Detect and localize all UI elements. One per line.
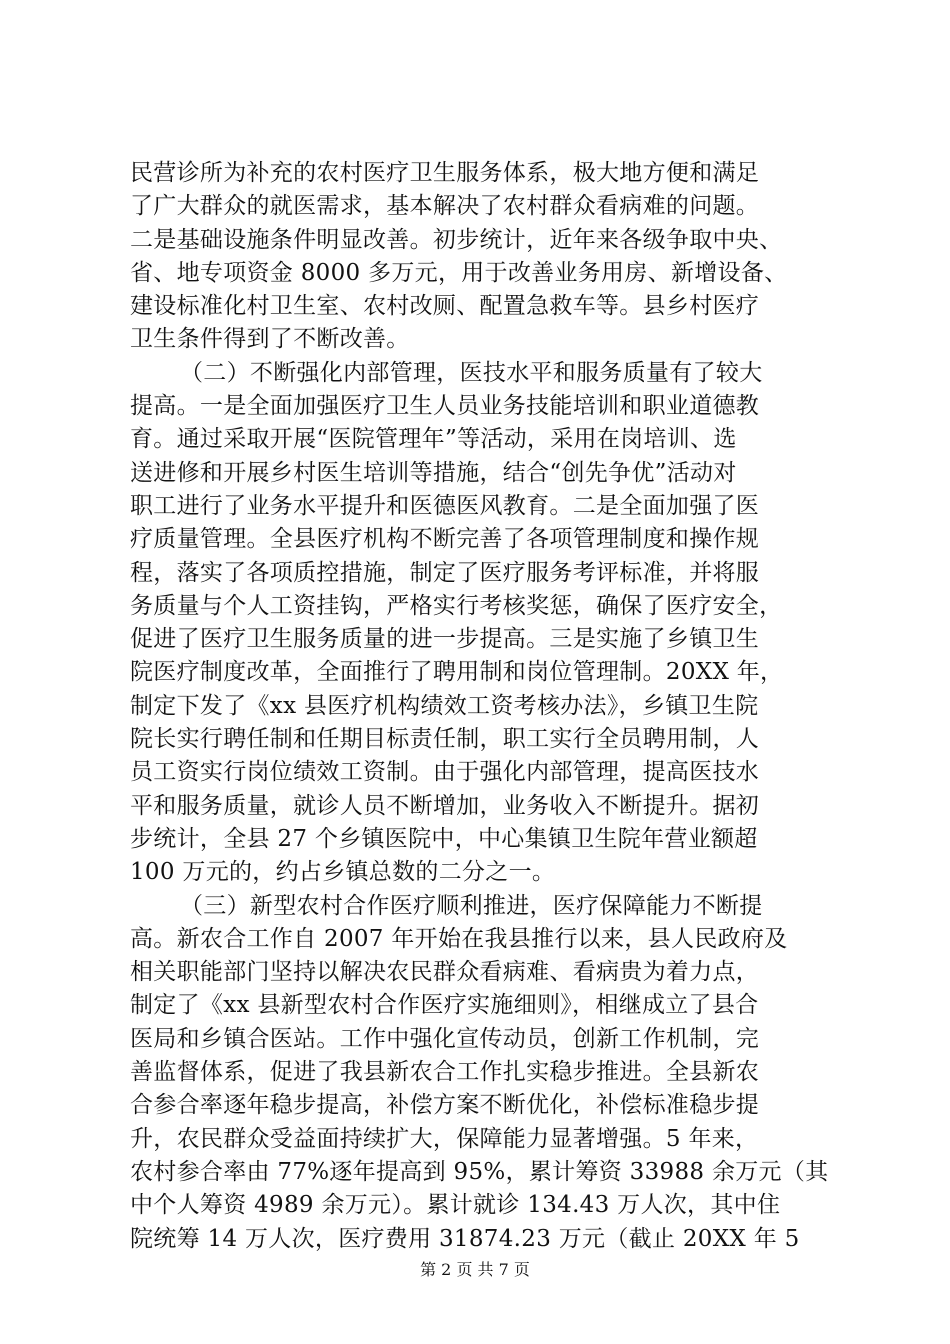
text-line: 院医疗制度改革，全面推行了聘用制和岗位管理制。20XX 年， [130,659,784,686]
text-line: 制定下发了《xx 县医疗机构绩效工资考核办法》，乡镇卫生院 [130,692,759,719]
text-line: 制定了《xx 县新型农村合作医疗实施细则》，相继成立了县合 [130,992,759,1019]
text-line: 员工资实行岗位绩效工资制。由于强化内部管理，提高医技水 [130,759,760,786]
text-line: 职工进行了业务水平提升和医德医风教育。二是全面加强了医 [130,492,760,519]
text-line: （三）新型农村合作医疗顺利推进，医疗保障能力不断提 [180,892,763,919]
text-line: 了广大群众的就医需求，基本解决了农村群众看病难的问题。 [130,193,760,220]
text-line: 民营诊所为补充的农村医疗卫生服务体系，极大地方便和满足 [130,160,760,186]
text-line: 平和服务质量，就诊人员不断增加，业务收入不断提升。据初 [130,792,760,819]
text-line: 相关职能部门坚持以解决农民群众看病难、看病贵为着力点， [130,959,760,986]
text-line: 院统筹 14 万人次，医疗费用 31874.23 万元（截止 20XX 年 5 [130,1225,800,1252]
text-line: 二是基础设施条件明显改善。初步统计，近年来各级争取中央、 [130,226,783,253]
text-line: 务质量与个人工资挂钩，严格实行考核奖惩，确保了医疗安全， [130,592,783,619]
text-line: 送进修和开展乡村医生培训等措施，结合“创先争优”活动对 [130,459,737,486]
text-line: 提高。一是全面加强医疗卫生人员业务技能培训和职业道德教 [130,393,760,420]
text-line: 中个人筹资 4989 余万元）。累计就诊 134.43 万人次，其中住 [130,1192,781,1219]
text-line: 100 万元的，约占乡镇总数的二分之一。 [130,859,556,886]
text-line: 省、地专项资金 8000 多万元，用于改善业务用房、新增设备、 [130,259,788,286]
text-line: 升，农民群众受益面持续扩大，保障能力显著增强。5 年来， [130,1125,759,1152]
body-text [130,157,832,1256]
text-line: 育。通过采取开展“医院管理年”等活动，采用在岗培训、选 [130,426,737,453]
text-line: 农村参合率由 77%逐年提高到 95%，累计筹资 33988 余万元（其 [130,1158,829,1185]
text-line: 建设标准化村卫生室、农村改厕、配置急救车等。县乡村医疗 [130,293,760,320]
text-line: 卫生条件得到了不断改善。 [130,326,410,353]
text-line: 合参合率逐年稳步提高，补偿方案不断优化，补偿标准稳步提 [130,1092,760,1119]
text-line: 促进了医疗卫生服务质量的进一步提高。三是实施了乡镇卫生 [130,626,760,653]
text-line: 疗质量管理。全县医疗机构不断完善了各项管理制度和操作规 [130,526,760,553]
text-line: 步统计，全县 27 个乡镇医院中，中心集镇卫生院年营业额超 [130,825,758,852]
text-line: 程，落实了各项质控措施，制定了医疗服务考评标准，并将服 [130,559,760,586]
text-line: 善监督体系，促进了我县新农合工作扎实稳步推进。全县新农 [130,1059,760,1086]
text-line: 高。新农合工作自 2007 年开始在我县推行以来，县人民政府及 [130,925,788,952]
text-line: 医局和乡镇合医站。工作中强化宣传动员，创新工作机制，完 [130,1025,760,1052]
text-line: （二）不断强化内部管理，医技水平和服务质量有了较大 [180,359,763,386]
text-line: 院长实行聘任制和任期目标责任制，职工实行全员聘用制，人 [130,726,760,753]
page-footer: 第 2 页 共 7 页 [420,1260,530,1279]
